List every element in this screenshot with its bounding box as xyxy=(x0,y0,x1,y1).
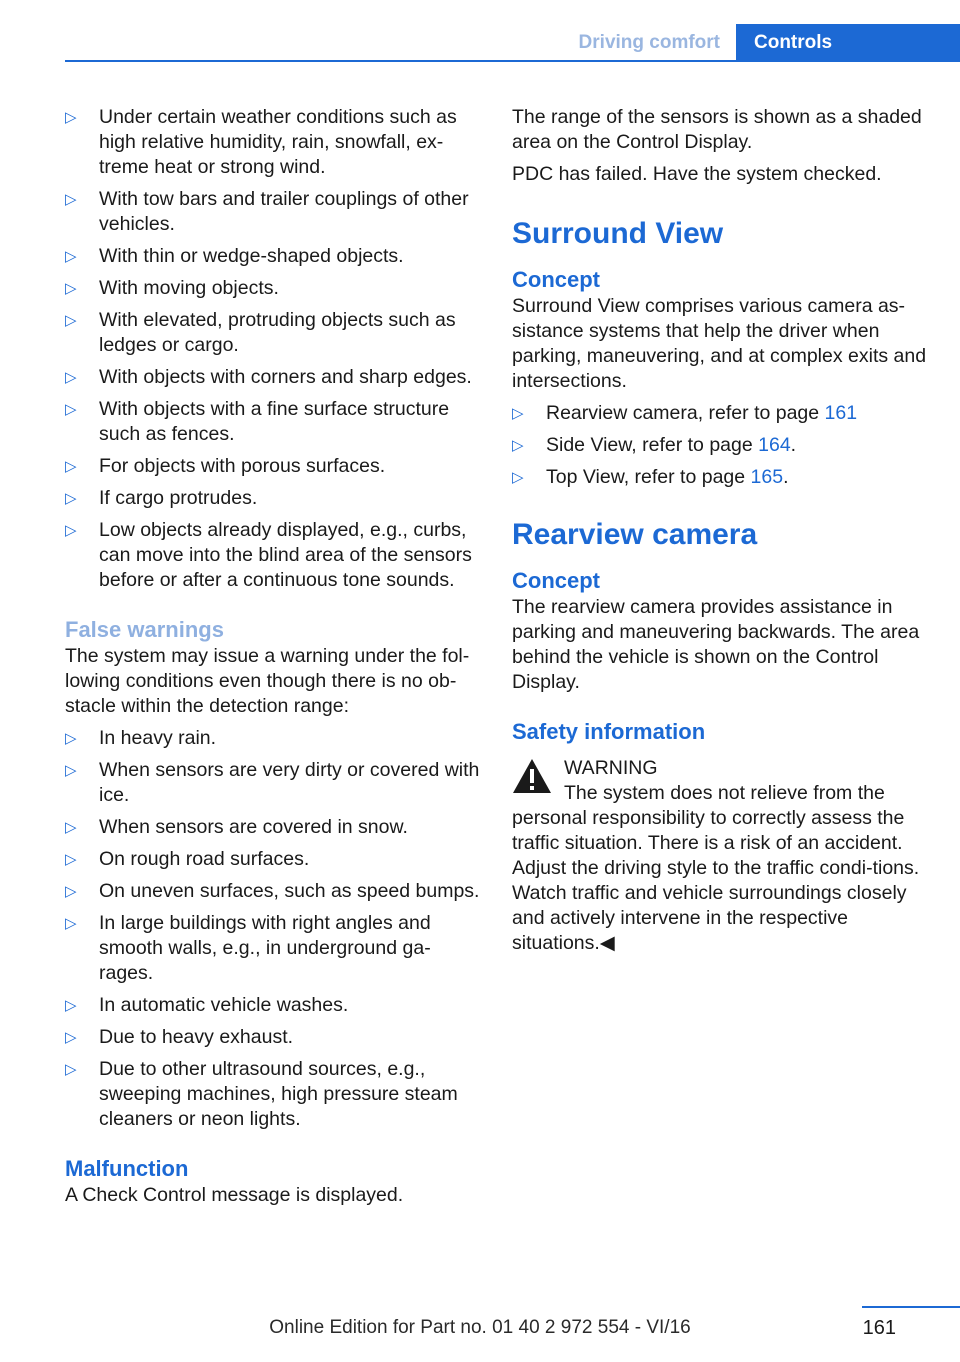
list-item-text: Low objects already displayed, e.g., curbs, can move into the blind area of the sensors before or after a continuous tone sounds. xyxy=(99,519,472,591)
list-item xyxy=(65,879,480,904)
list-item-text: On rough road surfaces. xyxy=(99,848,310,870)
list-item xyxy=(65,454,480,479)
list-item xyxy=(65,911,480,986)
triangle-right-icon: ▷ xyxy=(65,762,77,779)
list-item-text: Due to heavy exhaust. xyxy=(99,1026,294,1048)
list-item-text: Due to other ultrasound sources, e.g., sweeping machines, high pressure steam cleaners or neon lights. xyxy=(99,1058,458,1130)
false-warnings-list xyxy=(65,726,480,1132)
list-item-text: In automatic vehicle washes. xyxy=(99,994,349,1016)
rearview-camera-heading: Rearview camera xyxy=(512,518,758,551)
triangle-right-icon: ▷ xyxy=(65,369,77,386)
list-item-text: Under certain weather conditions such as high relative humidity, rain, snowfall, ex-treme heat or strong wind. xyxy=(99,106,457,178)
footer-rule xyxy=(862,1306,960,1308)
reference-suffix: . xyxy=(790,434,797,456)
edition-footer: Online Edition for Part no. 01 40 2 972 554 - VI/16 xyxy=(269,1317,691,1338)
limitations-list xyxy=(65,105,480,593)
false-warnings-text: The system may issue a warning under the fol-lowing conditions even though there is no ob-stacle within the detection range: xyxy=(65,645,470,717)
page-link[interactable]: 161 xyxy=(824,402,858,424)
list-item xyxy=(512,465,927,490)
reference-suffix: . xyxy=(783,466,789,488)
reference-text: Rearview camera, refer to page xyxy=(546,402,825,424)
list-item xyxy=(65,1025,480,1050)
list-item xyxy=(65,308,480,358)
triangle-right-icon: ▷ xyxy=(65,248,77,265)
left-column xyxy=(65,105,480,1215)
list-item xyxy=(65,276,480,301)
triangle-right-icon: ▷ xyxy=(512,405,524,422)
list-item xyxy=(65,365,480,390)
list-item xyxy=(65,397,480,447)
header-tab-controls[interactable]: Controls xyxy=(736,24,960,62)
triangle-right-icon: ▷ xyxy=(65,997,77,1014)
warning-label: WARNING xyxy=(564,757,658,779)
surround-view-concept-text: Surround View comprises various camera as-sistance systems that help the driver when parking, maneuvering, and at complex exits and intersections. xyxy=(512,295,927,392)
list-item-text: In large buildings with right angles and smooth walls, e.g., in underground ga-rages. xyxy=(99,912,431,984)
pdc-failed-text: PDC has failed. Have the system checked. xyxy=(512,163,882,185)
triangle-right-icon: ▷ xyxy=(65,522,77,539)
triangle-right-icon: ▷ xyxy=(65,280,77,297)
list-item xyxy=(65,105,480,180)
list-item xyxy=(65,758,480,808)
list-item xyxy=(512,401,927,426)
triangle-right-icon: ▷ xyxy=(65,490,77,507)
page-link[interactable]: 165 xyxy=(750,466,784,488)
list-item xyxy=(65,1057,480,1132)
list-item xyxy=(65,486,480,511)
list-item-text: With tow bars and trailer couplings of other vehicles. xyxy=(99,188,469,235)
list-item-text: With moving objects. xyxy=(99,277,279,299)
reference-text: Side View, refer to page xyxy=(546,434,759,456)
sensor-range-text: The range of the sensors is shown as a shaded area on the Control Display. xyxy=(512,106,922,153)
list-item-text: With objects with corners and sharp edges. xyxy=(99,366,472,388)
triangle-right-icon: ▷ xyxy=(65,401,77,418)
malfunction-text: A Check Control message is displayed. xyxy=(65,1184,404,1206)
triangle-right-icon: ▷ xyxy=(65,819,77,836)
malfunction-heading: Malfunction xyxy=(65,1156,189,1181)
warning-triangle-icon xyxy=(512,758,552,794)
triangle-right-icon: ▷ xyxy=(512,437,524,454)
page-link[interactable]: 164 xyxy=(758,434,791,456)
list-item-text: With objects with a fine surface structure such as fences. xyxy=(99,398,450,445)
list-item xyxy=(512,433,927,458)
list-item-text: With elevated, protruding objects such as ledges or cargo. xyxy=(99,309,456,356)
list-item-text: In heavy rain. xyxy=(99,727,217,749)
list-item xyxy=(65,244,480,269)
surround-view-heading: Surround View xyxy=(512,217,724,250)
false-warnings-heading: False warnings xyxy=(65,617,224,642)
safety-information-heading: Safety information xyxy=(512,719,706,744)
triangle-right-icon: ▷ xyxy=(65,191,77,208)
list-item-text: For objects with porous surfaces. xyxy=(99,455,386,477)
list-item-text: If cargo protrudes. xyxy=(99,487,258,509)
camera-references-list xyxy=(512,401,927,490)
list-item-text: With thin or wedge-shaped objects. xyxy=(99,245,404,267)
warning-text: The system does not relieve from the personal responsibility to correctly assess the traffic situation. There is a risk of an accident. Adjust the driving style to the traffic condi-tions. Watch traffic and vehicle surroundings closely and actively intervene in the respective situations.◀ xyxy=(512,782,920,954)
rearview-concept-text: The rearview camera provides assistance in parking and maneuvering backwards. The area behind the vehicle is shown on the Control Display. xyxy=(512,596,920,693)
triangle-right-icon: ▷ xyxy=(65,312,77,329)
triangle-right-icon: ▷ xyxy=(65,109,77,126)
triangle-right-icon: ▷ xyxy=(65,1061,77,1078)
triangle-right-icon: ▷ xyxy=(512,469,524,486)
concept-heading-2: Concept xyxy=(512,568,600,593)
right-column xyxy=(512,105,927,963)
header-rule xyxy=(65,60,960,62)
list-item-text: On uneven surfaces, such as speed bumps. xyxy=(99,880,480,902)
triangle-right-icon: ▷ xyxy=(65,730,77,747)
list-item-text: When sensors are covered in snow. xyxy=(99,816,408,838)
reference-text: Top View, refer to page xyxy=(546,466,751,488)
list-item xyxy=(65,993,480,1018)
header-section-title: Driving comfort xyxy=(578,32,720,53)
triangle-right-icon: ▷ xyxy=(65,458,77,475)
page-number: 161 xyxy=(862,1317,896,1339)
concept-heading: Concept xyxy=(512,267,600,292)
list-item-text: When sensors are very dirty or covered with ice. xyxy=(99,759,480,806)
list-item xyxy=(65,726,480,751)
list-item xyxy=(65,518,480,593)
triangle-right-icon: ▷ xyxy=(65,1029,77,1046)
triangle-right-icon: ▷ xyxy=(65,883,77,900)
warning-box xyxy=(512,756,927,806)
triangle-right-icon: ▷ xyxy=(65,851,77,868)
list-item xyxy=(65,815,480,840)
triangle-right-icon: ▷ xyxy=(65,915,77,932)
list-item xyxy=(65,187,480,237)
list-item xyxy=(65,847,480,872)
